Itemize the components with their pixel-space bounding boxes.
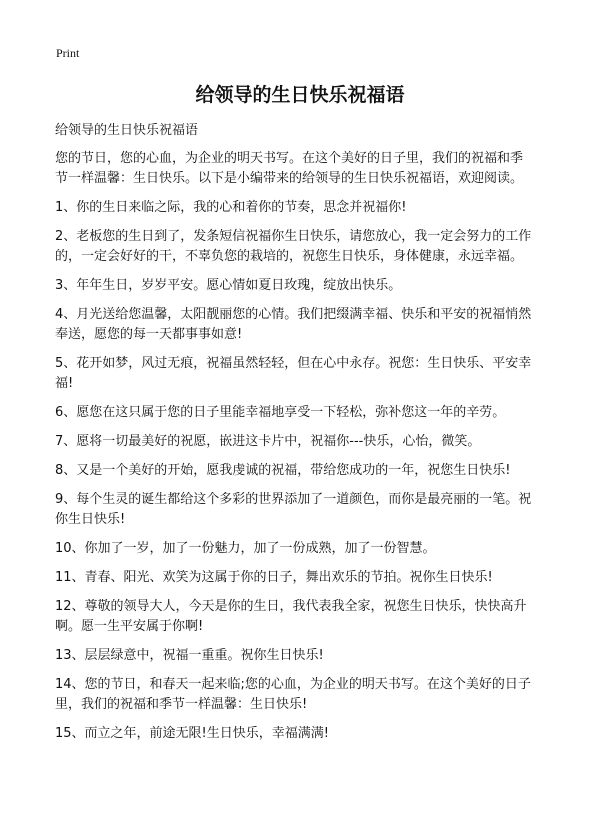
print-link[interactable]: Print	[56, 46, 80, 60]
intro-paragraph: 您的节日，您的心血，为企业的明天书写。在这个美好的日子里，我们的祝福和季节一样温馨：生日快乐。以下是小编带来的给领导的生日快乐祝福语，欢迎阅读。	[55, 151, 524, 186]
wish-item-15: 15、而立之年，前途无限!生日快乐，幸福满满!	[55, 726, 329, 741]
wish-item-3: 3、年年生日，岁岁平安。愿心情如夏日玫瑰，绽放出快乐。	[55, 278, 402, 293]
wish-item-7: 7、愿将一切最美好的祝愿，嵌进这卡片中，祝福你---快乐，心怡，微笑。	[55, 434, 481, 449]
wish-item-2: 2、老板您的生日到了，发条短信祝福你生日快乐，请您放心，我一定会努力的工作的，一定会好好的干，不辜负您的栽培的，祝您生日快乐，身体健康，永远幸福。	[55, 229, 532, 264]
page-title: 给领导的生日快乐祝福语	[195, 84, 405, 106]
wish-item-11: 11、青春、阳光、欢笑为这属于你的日子，舞出欢乐的节拍。祝你生日快乐!	[55, 570, 493, 585]
article-subtitle: 给领导的生日快乐祝福语	[55, 123, 199, 138]
wish-item-5: 5、花开如梦，风过无痕，祝福虽然轻轻，但在心中永存。祝您：生日快乐、平安幸福!	[55, 356, 532, 391]
wish-item-4: 4、月光送给您温馨，太阳靓丽您的心情。我们把缀满幸福、快乐和平安的祝福悄然奉送，愿您的每一天都事事如意!	[55, 307, 532, 342]
wish-item-14: 14、您的节日，和春天一起来临;您的心血，为企业的明天书写。在这个美好的日子里，我们的祝福和季节一样温馨：生日快乐!	[55, 677, 531, 712]
article-body	[55, 120, 533, 753]
wish-item-1: 1、你的生日来临之际，我的心和着你的节奏，思念并祝福你!	[55, 200, 407, 215]
wish-item-13: 13、层层绿意中，祝福一重重。祝你生日快乐!	[55, 648, 324, 663]
wish-item-12: 12、尊敬的领导大人，今天是你的生日，我代表我全家，祝您生日快乐，快快高升啊。愿一生平安属于你啊!	[55, 599, 527, 634]
wish-item-10: 10、你加了一岁，加了一份魅力，加了一份成熟，加了一份智慧。	[55, 541, 436, 556]
wish-item-8: 8、又是一个美好的开始，愿我虔诚的祝福，带给您成功的一年，祝您生日快乐!	[55, 463, 511, 478]
wish-item-9: 9、每个生灵的诞生都给这个多彩的世界添加了一道颜色，而你是最亮丽的一笔。祝你生日快乐!	[55, 492, 532, 527]
wish-item-6: 6、愿您在这只属于您的日子里能幸福地享受一下轻松，弥补您这一年的辛劳。	[55, 405, 506, 420]
